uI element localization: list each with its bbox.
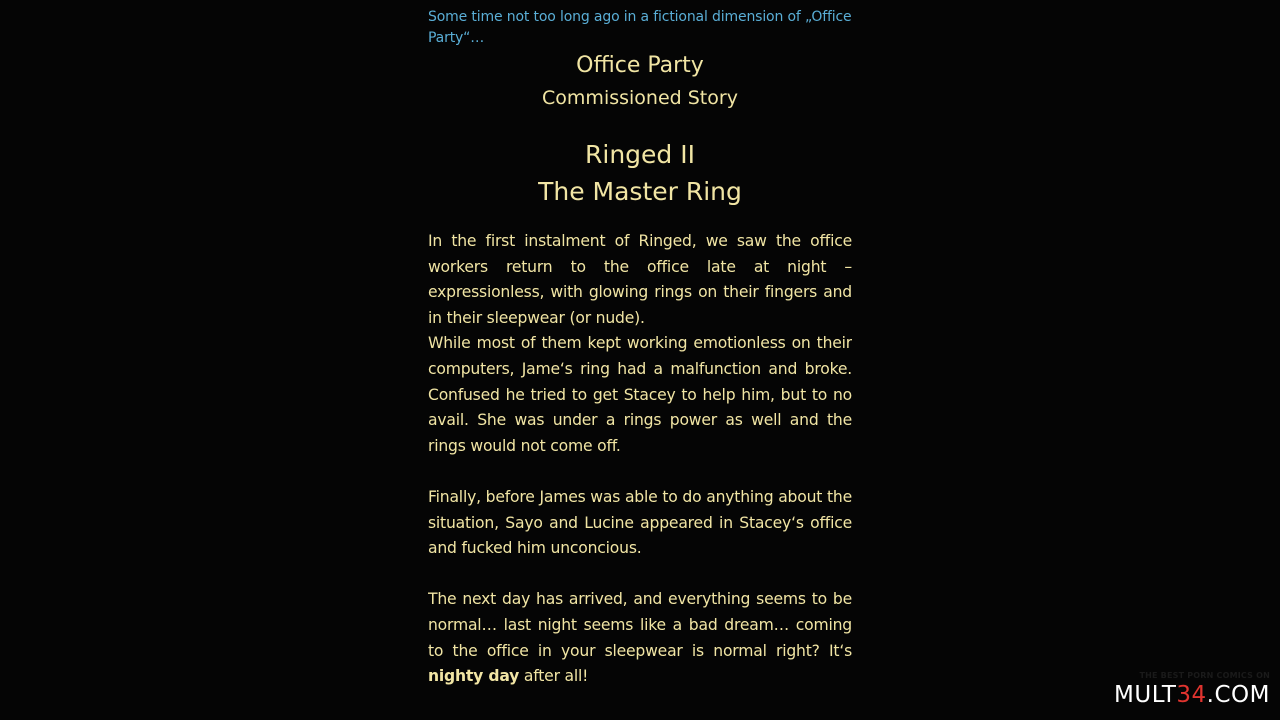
- watermark-logo: [1114, 682, 1270, 708]
- body-paragraph-2: While most of them kept working emotionless on their computers, Jame‘s ring had a malfunction and broke. Confused he tried to get Stacey to help him, but to no avail. She was under a rings power as well and the rings would not come off.: [428, 334, 852, 455]
- body-paragraph-4: [428, 587, 852, 689]
- story-title-line-1: Ringed II: [585, 140, 695, 169]
- series-title: Office Party: [576, 53, 704, 78]
- body-paragraph-4-end: after all!: [519, 667, 589, 686]
- body-paragraph-3: Finally, before James was able to do anything about the situation, Sayo and Lucine appeared in Stacey‘s office and fucked him unconcious.: [428, 487, 852, 558]
- watermark-logo-part-1: MULT: [1114, 682, 1177, 708]
- series-subtitle: Commissioned Story: [542, 87, 738, 109]
- site-watermark: [1114, 671, 1270, 708]
- watermark-logo-part-3: .COM: [1206, 682, 1270, 708]
- intro-text: Some time not too long ago in a fictional dimension of „Office Party“…: [428, 9, 852, 46]
- paragraph-gap: [428, 562, 852, 588]
- body-paragraph-4-bold: nighty day: [428, 667, 520, 686]
- story-title: [428, 136, 852, 210]
- paragraph-gap: [428, 459, 852, 485]
- body-paragraph-4-start: The next day has arrived, and everything seems to be normal… last night seems like a bad dream… coming to the office in your sleepwear is normal right? It‘s: [428, 590, 852, 660]
- body-paragraph-1: In the first instalment of Ringed, we saw the office workers return to the office late at night – expressionless, with glowing rings on their fingers and in their sleepwear (or nude).: [428, 232, 852, 327]
- text-column: [428, 0, 852, 720]
- watermark-logo-part-2: 34: [1176, 682, 1207, 708]
- story-title-line-2: The Master Ring: [538, 177, 742, 206]
- watermark-tagline: THE BEST PORN COMICS ON: [1139, 671, 1270, 680]
- story-body: [428, 229, 852, 690]
